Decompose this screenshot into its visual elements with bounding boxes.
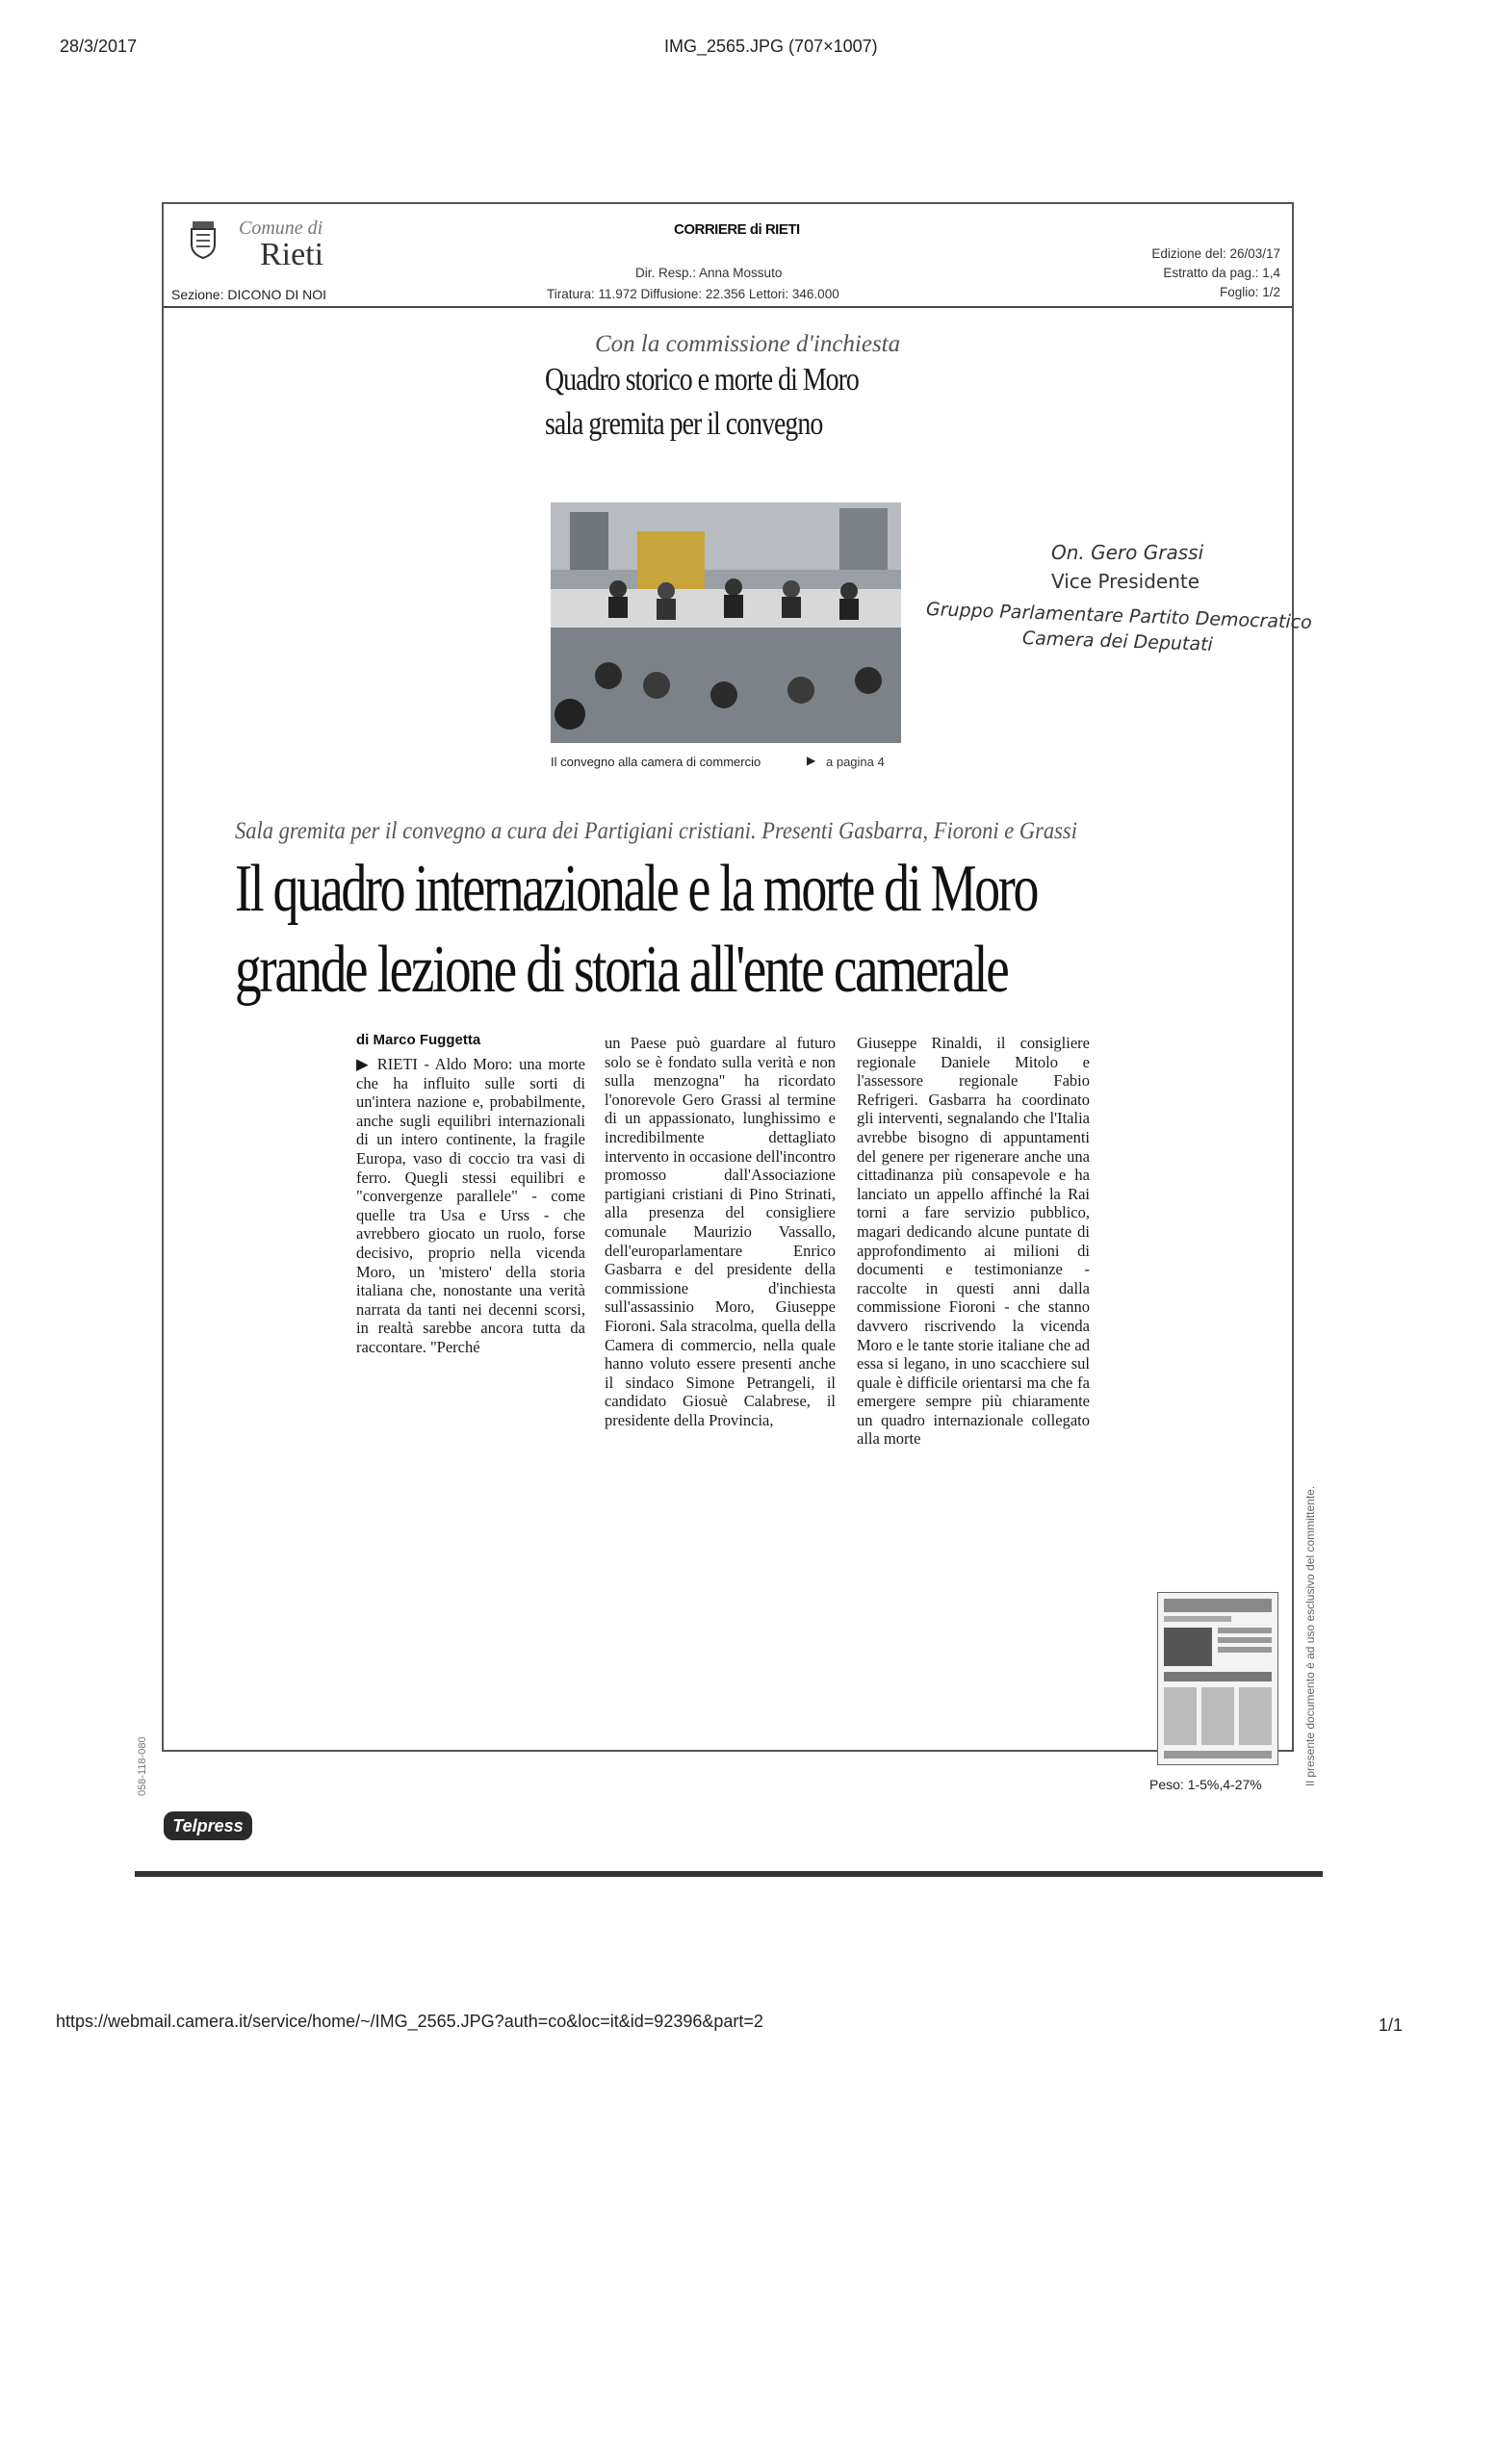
section-label: Sezione: DICONO DI NOI [171,287,327,302]
side-note [1302,1430,1321,1796]
front-headline-line1: Quadro storico e morte di Moro [545,362,859,398]
coat-of-arms-icon [189,218,218,260]
edition-label: Edizione del: 26/03/17 [1151,246,1280,261]
director-label: Dir. Resp.: Anna Mossuto [635,266,783,280]
print-title: IMG_2565.JPG (707×1007) [664,37,878,56]
circulation-label: Tiratura: 11.972 Diffusione: 22.356 Lettori: 346.000 [547,287,839,301]
source-logo-line2: Rieti [260,237,324,272]
main-kicker: Sala gremita per il convegno a cura dei Partigiani cristiani. Presenti Gasbarra, Fioroni e Grassi [235,818,1077,844]
telpress-logo: Telpress [164,1811,252,1840]
newspaper-logo: CORRIERE di RIETI [674,221,800,238]
article-column-3: Giuseppe Rinaldi, il consigliere regionale Daniele Mitolo e l'assessore regionale Fabio Refrigeri. Gasbarra ha coordinato gli interventi, segnalando che l'Italia avrebbe bisogno di appuntamenti del genere per rigenerare anche una cittadinanza più consapevole e ha lanciato un appello affinché la Rai torni a fare servizio pubblico, magari dedicando alcune puntate di approfondimento ai milioni di documenti e testimonianze - raccolte in questi anni dalla commissione Fioroni - che stanno davvero riscrivendo la vicenda Moro e le tante storie italiane che ad essa si legano, in uno scacchiere sul quale è difficile orientarsi ma che fa emergere sempre più chiaramente un quadro internazionale collegato alla morte [857,1034,1090,1449]
left-code-text: 058-118-080 [137,1736,148,1796]
stamp-line1: On. Gero Grassi [1051,541,1204,564]
source-logo-line1: Comune di [239,218,323,239]
main-headline-line2: grande lezione di storia all'ente camerale [235,933,1008,1007]
column-1-text: RIETI - Aldo Moro: una morte che ha influito sulle sorti di un'intera nazione e, probabilmente, anche sugli equilibri internazionali di un intero continente, la fragile Europa, vaso di coccio tra vasi di ferro. Quegli stessi equilibri e "convergenze parallele" - come quelle tra Usa e Urss - che avrebbero giocato un ruolo, forse decisivo, proprio nella vicenda Moro, un 'mistero' della storia italiana che, nonostante una verità narrata da tanti nei decenni scorsi, in realtà sarebbe ancora tutta da raccontare. "Perché [356,1055,585,1356]
article-column-1 [356,1055,585,1357]
arrow-right-icon: ▶ [807,754,816,767]
print-page-number: 1/1 [1379,2015,1404,2035]
arrow-right-icon: ▶ [356,1055,377,1073]
weight-label: Peso: 1-5%,4-27% [1149,1777,1262,1792]
main-headline-line1: Il quadro internazionale e la morte di Moro [235,852,1038,926]
stamp-line3: Gruppo Parlamentare Partito Democratico [925,599,1313,633]
stamp-line2: Vice Presidente [1051,570,1200,593]
photo-caption: Il convegno alla camera di commercio [551,755,761,769]
left-code [135,1713,152,1800]
article-column-2: un Paese può guardare al futuro solo se è fondato sulla verità e non sulla menzogna" ha ricordato l'onorevole Gero Grassi al termine di un appassionato, lunghissimo e incredibilmente dettagliato intervento in occasione dell'incontro promosso dall'Associazione partigiani cristiani di Pino Strinati, alla presenza del consigliere comunale Maurizio Vassallo, dell'europarlamentare Enrico Gasbarra e del presidente della commissione d'inchiesta sull'assassinio Moro, Giuseppe Fioroni. Sala stracolma, quella della Camera di commercio, nella quale hanno voluto essere presenti anche il sindaco Simone Petrangeli, il candidato Giosuè Calabrese, il presidente della Provincia, [605,1034,836,1429]
sheet-label: Foglio: 1/2 [1219,285,1280,299]
conference-photo [551,502,901,743]
scan-bar [135,1871,1323,1877]
header-divider [164,306,1292,308]
stamp-line4: Camera dei Deputati [1021,628,1214,655]
photo-page-ref: a pagina 4 [826,755,885,769]
page-thumbnail [1157,1592,1278,1765]
byline: di Marco Fuggetta [356,1032,481,1048]
side-note-text: Il presente documento è ad uso esclusivo del committente. [1303,1485,1317,1786]
extract-label: Estratto da pag.: 1,4 [1163,266,1280,280]
print-url: https://webmail.camera.it/service/home/~/IMG_2565.JPG?auth=co&loc=it&id=92396&part=2 [56,2012,763,2031]
print-date: 28/3/2017 [60,37,138,56]
front-headline-line2: sala gremita per il convegno [545,406,823,442]
front-kicker: Con la commissione d'inchiesta [595,331,901,357]
